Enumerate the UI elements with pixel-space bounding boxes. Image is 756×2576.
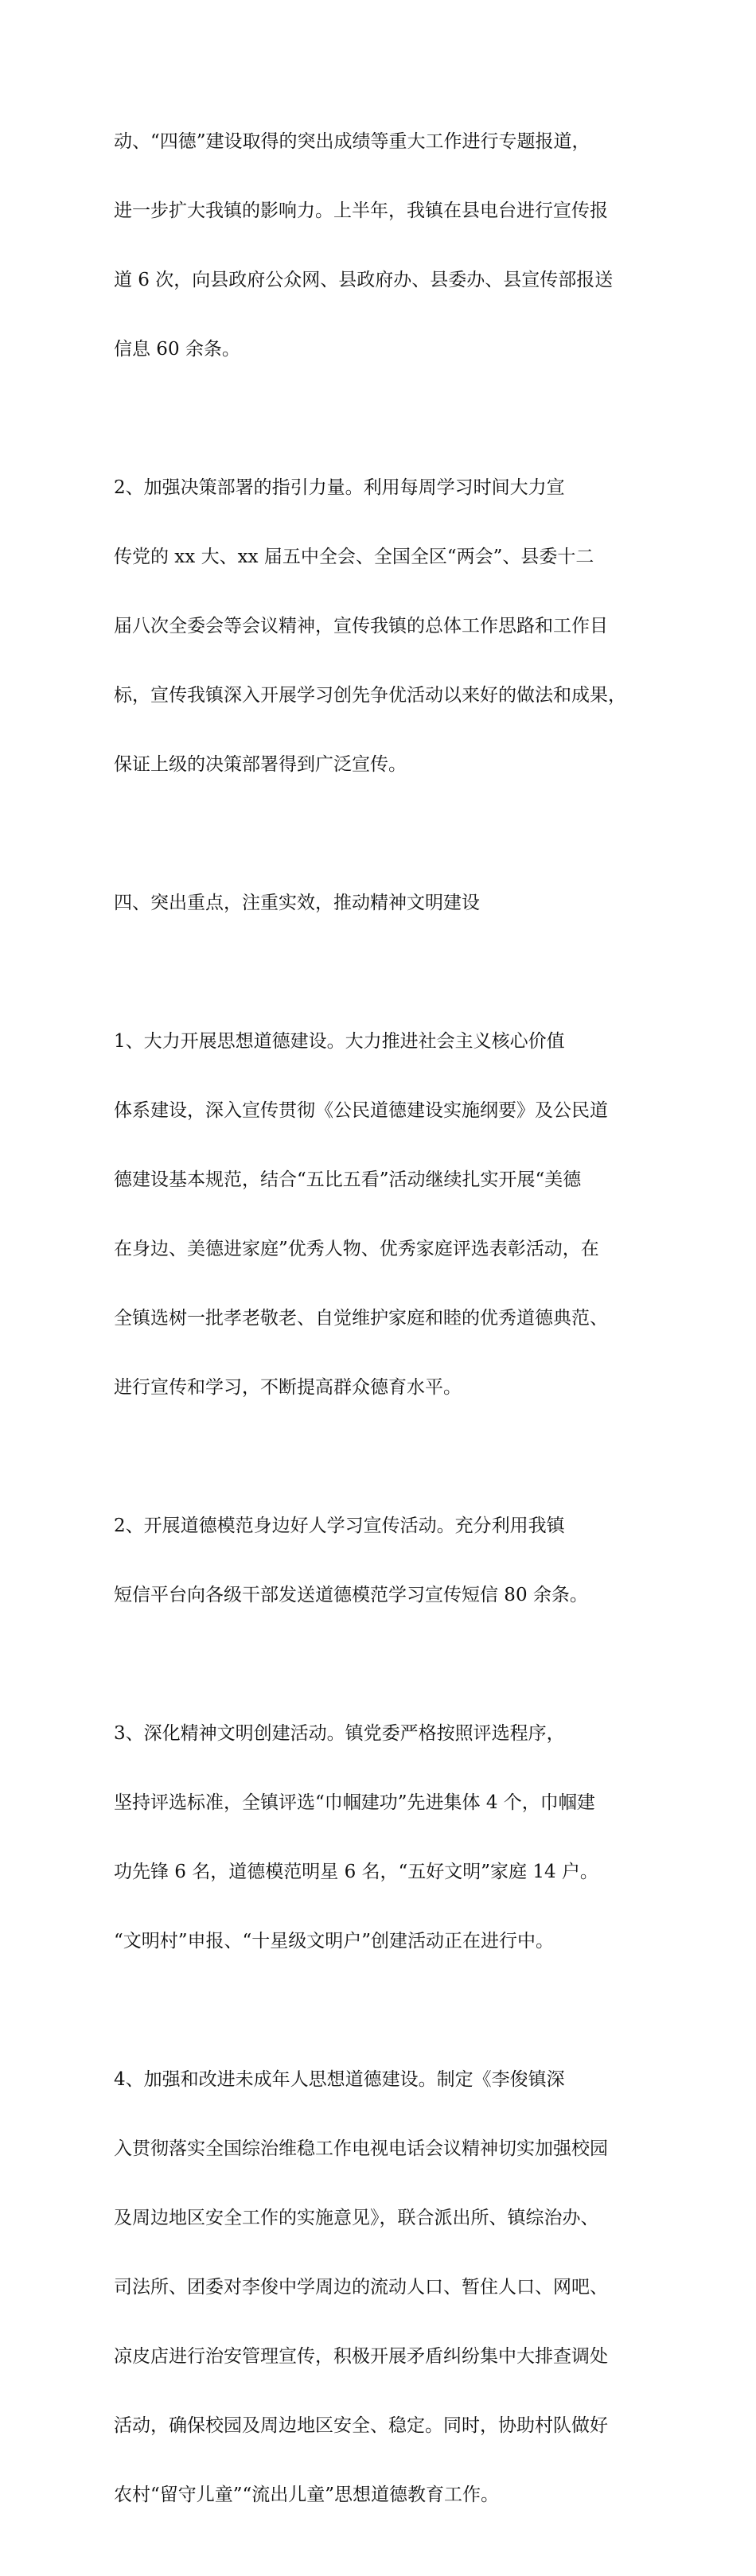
text-line: 功先锋 6 名，道德模范明星 6 名，“五好文明”家庭 14 户。 bbox=[114, 1862, 598, 1882]
text-line: 全镇选树一批孝老敬老、自觉维护家庭和睦的优秀道德典范、 bbox=[114, 1308, 608, 1329]
text-line: 2、加强决策部署的指引力量。利用每周学习时间大力宣 bbox=[114, 477, 565, 498]
text-line: 农村“留守儿童”“流出儿童”思想道德教育工作。 bbox=[114, 2485, 500, 2505]
text-line: 德建设基本规范，结合“五比五看”活动继续扎实开展“美德 bbox=[114, 1169, 582, 1190]
text-line: 信息 60 余条。 bbox=[114, 339, 240, 360]
text-line: 短信平台向各级干部发送道德模范学习宣传短信 80 余条。 bbox=[114, 1585, 588, 1605]
paragraph-4 bbox=[114, 1469, 663, 1653]
text-line: 凉皮店进行治安管理宣传，积极开展矛盾纠纷集中大排查调处 bbox=[114, 2346, 608, 2367]
text-line: 3、深化精神文明创建活动。镇党委严格按照评选程序， bbox=[114, 1723, 565, 1744]
paragraph-6 bbox=[114, 2022, 663, 2553]
text-line: 坚持评选标准，全镇评选“巾帼建功”先进集体 4 个，巾帼建 bbox=[114, 1792, 595, 1813]
text-line: 动、“四德”建设取得的突出成绩等重大工作进行专题报道， bbox=[114, 131, 590, 152]
paragraph-5 bbox=[114, 1676, 663, 1999]
text-line: 1、大力开展思想道德建设。大力推进社会主义核心价值 bbox=[114, 1031, 565, 1052]
text-line: 在身边、美德进家庭”优秀人物、优秀家庭评选表彰活动，在 bbox=[114, 1239, 599, 1259]
text-line: 入贯彻落实全国综治维稳工作电视电话会议精神切实加强校园 bbox=[114, 2138, 608, 2159]
text-line: 2、开展道德模范身边好人学习宣传活动。充分利用我镇 bbox=[114, 1516, 565, 1536]
paragraph-2 bbox=[114, 430, 663, 823]
text-line: 进一步扩大我镇的影响力。上半年，我镇在县电台进行宣传报 bbox=[114, 200, 608, 221]
text-line: 及周边地区安全工作的实施意见》，联合派出所、镇综治办、 bbox=[114, 2208, 599, 2228]
text-line: 传党的 xx 大、xx 届五中全会、全国全区“两会”、县委十二 bbox=[114, 547, 594, 567]
text-line: 体系建设，深入宣传贯彻《公民道德建设实施纲要》及公民道 bbox=[114, 1100, 608, 1121]
document-body bbox=[114, 84, 663, 2576]
text-line: 标，宣传我镇深入开展学习创先争优活动以来好的做法和成果， bbox=[114, 685, 626, 706]
text-line: 保证上级的决策部署得到广泛宣传。 bbox=[114, 754, 407, 775]
text-line: 四、突出重点，注重实效，推动精神文明建设 bbox=[114, 893, 480, 913]
text-line: 4、加强和改进未成年人思想道德建设。制定《李俊镇深 bbox=[114, 2069, 565, 2090]
paragraph-3 bbox=[114, 984, 663, 1446]
text-line: 司法所、团委对李俊中学周边的流动人口、暂住人口、网吧、 bbox=[114, 2277, 608, 2298]
text-line: 进行宣传和学习，不断提高群众德育水平。 bbox=[114, 1377, 462, 1398]
text-line: 道 6 次，向县政府公众网、县政府办、县委办、县宣传部报送 bbox=[114, 270, 614, 290]
text-line: 活动，确保校园及周边地区安全、稳定。同时，协助村队做好 bbox=[114, 2415, 608, 2436]
section-heading bbox=[114, 846, 663, 961]
text-line: 届八次全委会等会议精神，宣传我镇的总体工作思路和工作目 bbox=[114, 616, 608, 636]
paragraph-1 bbox=[114, 84, 663, 407]
text-line: “文明村”申报、“十星级文明户”创建活动正在进行中。 bbox=[114, 1931, 555, 1951]
